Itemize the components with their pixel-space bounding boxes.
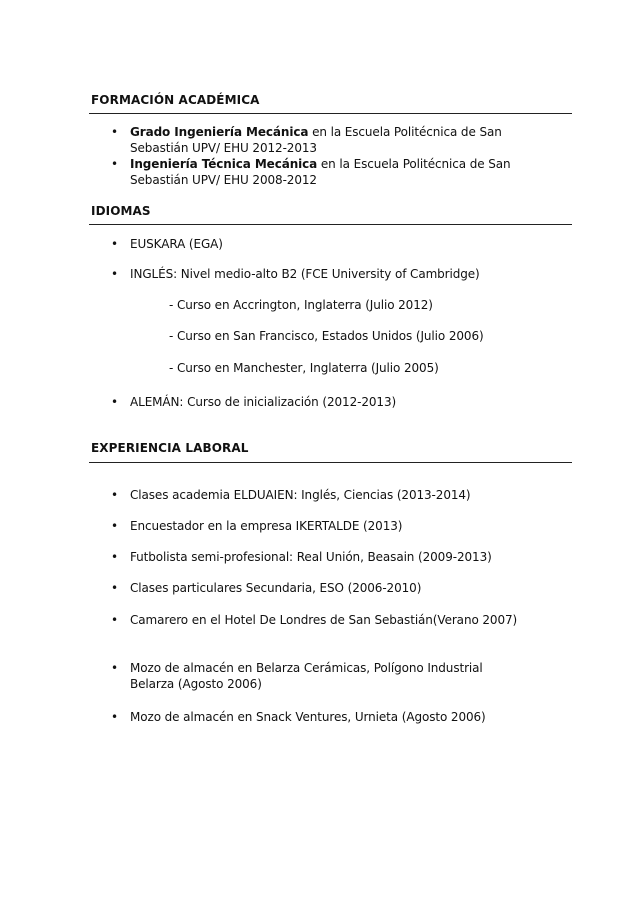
list-item-job: • Futbolista semi-profesional: Real Unión, Beasain (2009-2013): [130, 549, 492, 565]
section-rule: [89, 224, 572, 225]
degree-institution: en la Escuela Politécnica de San: [317, 157, 511, 171]
degree-title: Grado Ingeniería Mecánica: [130, 125, 309, 139]
list-item-language: • EUSKARA (EGA): [130, 236, 223, 252]
list-item-language: • INGLÉS: Nivel medio-alto B2 (FCE University of Cambridge): [130, 266, 480, 282]
section-rule: [89, 462, 572, 463]
degree-dates: Sebastián UPV/ EHU 2012-2013: [130, 141, 317, 155]
list-item-language: • ALEMÁN: Curso de inicialización (2012-2013): [130, 394, 396, 410]
list-item-education: [130, 124, 502, 156]
list-item-job: [130, 660, 483, 692]
job-line: Belarza (Agosto 2006): [130, 677, 262, 691]
section-heading-experiencia: EXPERIENCIA LABORAL: [91, 441, 249, 455]
list-item-job: • Clases academia ELDUAIEN: Inglés, Ciencias (2013-2014): [130, 487, 471, 503]
section-rule: [89, 113, 572, 114]
list-item-job: • Camarero en el Hotel De Londres de San Sebastián(Verano 2007): [130, 612, 517, 628]
degree-institution: en la Escuela Politécnica de San: [308, 125, 502, 139]
sub-item-course: - Curso en Accrington, Inglaterra (Julio 2012): [169, 298, 433, 312]
sub-item-course: - Curso en Manchester, Inglaterra (Julio 2005): [169, 361, 439, 375]
sub-item-course: - Curso en San Francisco, Estados Unidos (Julio 2006): [169, 329, 484, 343]
list-item-job: • Encuestador en la empresa IKERTALDE (2013): [130, 518, 402, 534]
section-heading-idiomas: IDIOMAS: [91, 204, 151, 218]
degree-dates: Sebastián UPV/ EHU 2008-2012: [130, 173, 317, 187]
list-item-job: • Clases particulares Secundaria, ESO (2006-2010): [130, 580, 421, 596]
section-heading-formacion: FORMACIÓN ACADÉMICA: [91, 93, 260, 107]
job-line: Mozo de almacén en Belarza Cerámicas, Polígono Industrial: [130, 661, 483, 675]
list-item-education: [130, 156, 511, 188]
list-item-job: • Mozo de almacén en Snack Ventures, Urnieta (Agosto 2006): [130, 709, 486, 725]
degree-title: Ingeniería Técnica Mecánica: [130, 157, 318, 171]
